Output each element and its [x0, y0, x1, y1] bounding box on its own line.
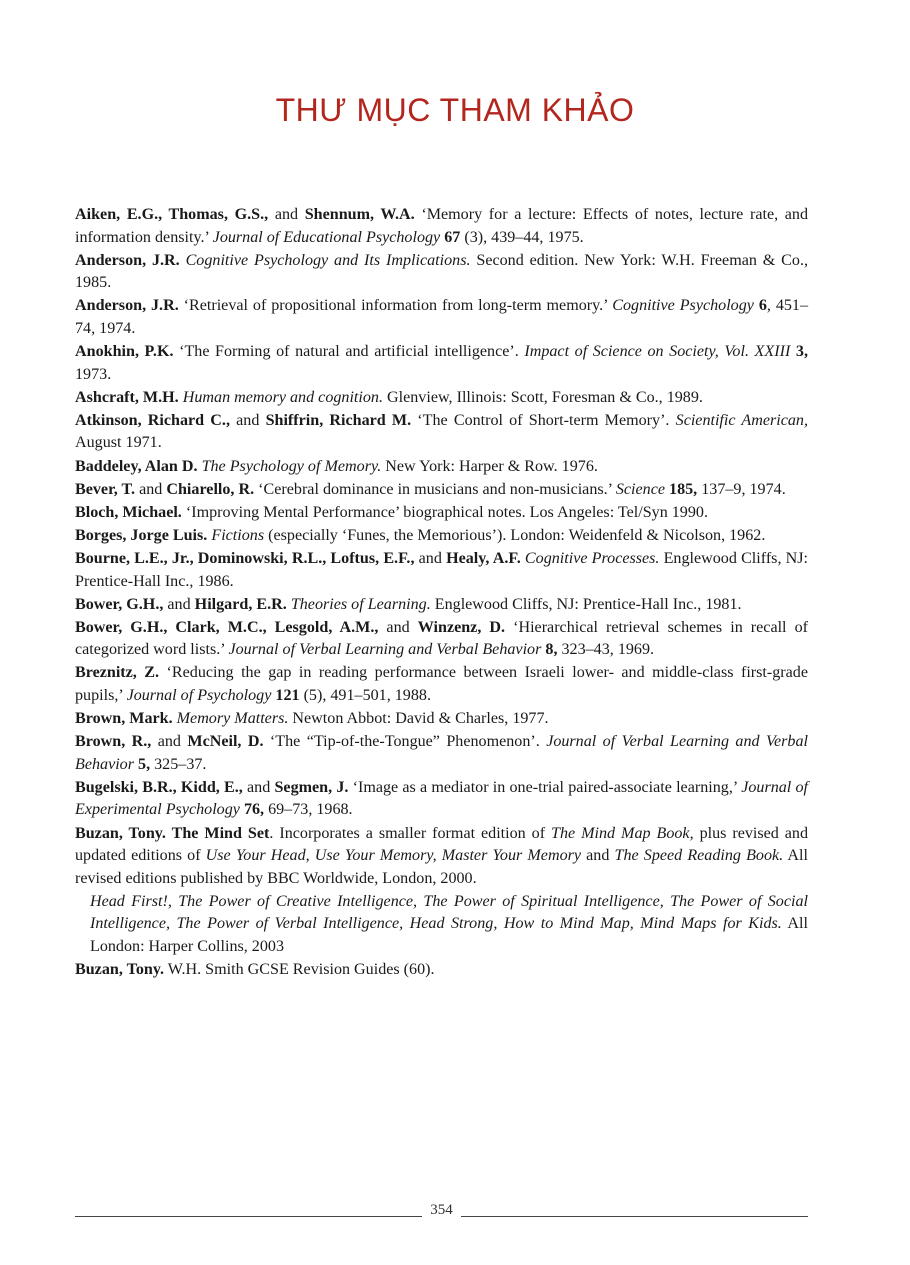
reference-author: 5, [138, 755, 151, 773]
reference-author: Buzan, Tony. [75, 961, 165, 979]
reference-author: Bower, G.H., Clark, M.C., Lesgold, A.M., [75, 618, 379, 636]
reference-text: (especially ‘Funes, the Memorious’). London: Weidenfeld & Nicolson, 1962. [264, 526, 766, 544]
reference-text: Englewood Cliffs, NJ: Prentice-Hall Inc., 1981. [430, 595, 742, 613]
reference-text: 69–73, 1968. [264, 801, 353, 819]
reference-entry [75, 479, 808, 502]
reference-text: and [163, 595, 195, 613]
reference-title: Memory Matters. [176, 710, 289, 728]
reference-title: Journal of Psychology [126, 686, 272, 704]
reference-author: 3, [795, 343, 808, 361]
reference-author: Anderson, J.R. [75, 251, 180, 269]
reference-text: ‘Memory for a lecture: Effects of notes, lecture rate, and information density.’ [75, 206, 809, 246]
reference-text: (3), 439–44, 1975. [460, 228, 584, 246]
reference-text: 325–37. [150, 755, 207, 773]
reference-title: Scientific American, [675, 411, 808, 429]
reference-author: Aiken, E.G., Thomas, G.S., [75, 206, 269, 223]
reference-entry [75, 823, 808, 891]
reference-entry [75, 341, 808, 386]
reference-list [75, 204, 808, 982]
reference-author: Buzan, Tony. The Mind Set [75, 824, 270, 842]
reference-author: 6 [758, 297, 767, 315]
reference-text: ‘Hierarchical retrieval schemes in recall of categorized word lists.’ [75, 618, 808, 659]
reference-text: (5), 491–501, 1988. [299, 686, 431, 704]
reference-text: August 1971. [75, 434, 162, 452]
reference-author: Hilgard, E.R. [194, 595, 287, 613]
reference-title: Human memory and cognition. [182, 388, 383, 406]
reference-title: Impact of Science on Society, Vol. XXIII [524, 343, 791, 361]
reference-author: Bugelski, B.R., Kidd, E., [75, 778, 243, 796]
reference-entry [75, 708, 808, 731]
reference-text: ‘The Control of Short-term Memory’. [411, 411, 676, 429]
reference-text: and [242, 778, 275, 796]
reference-text: All revised editions published by BBC Worldwide, London, 2000. [75, 847, 808, 887]
reference-entry [75, 731, 808, 776]
reference-title: Cognitive Psychology and Its Implications. [185, 251, 471, 269]
reference-entry [75, 594, 808, 617]
reference-text: and [268, 206, 305, 223]
reference-title: Science [615, 480, 665, 498]
reference-title: Head First!, The Power of Creative Intelligence, The Power of Spiritual Intelligence, The Power of Social Intelligence, The Power of Verbal Intelligence, Head Strong, How to Mind Map, Mind Maps for Kids. [90, 892, 808, 933]
reference-title: Journal of Educational Psychology [212, 228, 441, 246]
reference-text: plus revised and updated editions of [75, 824, 809, 865]
reference-title: Theories of Learning. [290, 595, 431, 613]
reference-text: 1973. [75, 365, 112, 383]
reference-text: ‘Improving Mental Performance’ biographical notes. Los Angeles: Tel/Syn 1990. [181, 503, 708, 521]
reference-text: and [135, 480, 167, 498]
reference-text: ‘The “Tip-of-the-Tongue” Phenomenon’. [263, 733, 547, 751]
reference-author: McNeil, D. [187, 733, 264, 751]
reference-title: Cognitive Psychology [612, 297, 754, 315]
page-number: 354 [430, 1202, 453, 1218]
reference-author: Ashcraft, M.H. [75, 388, 179, 406]
reference-author: Bloch, Michael. [75, 503, 182, 521]
reference-entry [75, 617, 808, 662]
reference-author: Bever, T. [75, 480, 136, 498]
reference-entry [75, 387, 808, 410]
reference-author: Atkinson, Richard C., [75, 411, 230, 429]
reference-entry [75, 502, 808, 525]
reference-author: 76, [243, 801, 265, 819]
reference-text: ‘Cerebral dominance in musicians and non-musicians.’ [254, 480, 616, 498]
reference-title: Journal of Verbal Learning and Verbal Behavior [228, 641, 542, 659]
reference-text: ‘Retrieval of propositional information from long-term memory.’ [178, 297, 613, 315]
page-footer [75, 1202, 808, 1224]
reference-title: The Psychology of Memory. [201, 457, 382, 475]
reference-author: 67 [444, 228, 461, 246]
reference-author: Breznitz, Z. [75, 664, 160, 682]
reference-title: Journal of Verbal Learning and Verbal Behavior [75, 733, 808, 773]
reference-text: ‘Image as a mediator in one-trial paired-associate learning,’ [348, 778, 742, 796]
reference-author: Brown, R., [75, 733, 152, 751]
reference-author: Anderson, J.R. [75, 297, 179, 315]
reference-entry [75, 548, 808, 593]
reference-text: New York: Harper & Row. 1976. [381, 457, 598, 475]
reference-text: W.H. Smith GCSE Revision Guides (60). [164, 961, 435, 979]
reference-author: Bower, G.H., [75, 595, 164, 613]
reference-title: The Speed Reading Book. [614, 847, 784, 865]
reference-author: Healy, A.F. [446, 549, 521, 567]
reference-entry [75, 456, 808, 479]
reference-text: Englewood Cliffs, NJ: Prentice-Hall Inc., 1986. [75, 549, 808, 590]
reference-author: Anokhin, P.K. [75, 343, 174, 361]
reference-entry [75, 777, 808, 822]
reference-text: , 451–74, 1974. [75, 297, 808, 337]
reference-author: Chiarello, R. [166, 480, 255, 498]
reference-entry [75, 204, 808, 249]
page-title: THƯ MỤC THAM KHẢO [275, 92, 635, 128]
reference-entry [75, 525, 808, 548]
reference-author: Shennum, W.A. [304, 206, 415, 223]
reference-title: Fictions [211, 526, 265, 544]
reference-text: and [151, 733, 188, 751]
footer-rule-left [75, 1216, 422, 1217]
reference-text: ‘The Forming of natural and artificial intelligence’. [173, 343, 525, 361]
reference-entry [75, 662, 808, 707]
reference-author: 8, [545, 641, 558, 659]
reference-author: 121 [275, 686, 300, 704]
reference-text: 323–43, 1969. [557, 641, 655, 659]
reference-author: Baddeley, Alan D. [75, 457, 198, 475]
reference-entry [75, 295, 808, 340]
reference-author: Brown, Mark. [75, 710, 173, 728]
reference-entry [75, 959, 808, 982]
reference-title: Journal of Experimental Psychology [75, 778, 809, 819]
reference-entry [75, 891, 808, 959]
reference-title: The Mind Map Book, [551, 824, 694, 842]
reference-text: ‘Reducing the gap in reading performance between Israeli lower- and middle-class first-grade pupils,’ [75, 664, 808, 704]
reference-entry [75, 410, 808, 455]
reference-author: Winzenz, D. [417, 618, 506, 636]
reference-title: Use Your Head, Use Your Memory, Master Your Memory [205, 847, 582, 865]
reference-text: and [414, 549, 447, 567]
reference-author: Segmen, J. [274, 778, 349, 796]
reference-text: 137–9, 1974. [697, 480, 786, 498]
reference-text: and [229, 411, 266, 429]
reference-text: All London: Harper Collins, 2003 [90, 915, 808, 955]
reference-entry [75, 250, 808, 295]
reference-author: 185, [669, 480, 698, 498]
reference-text: Second edition. New York: W.H. Freeman & Co., 1985. [75, 251, 808, 292]
reference-text: Glenview, Illinois: Scott, Foresman & Co., 1989. [383, 388, 703, 406]
reference-text: . Incorporates a smaller format edition of [269, 824, 552, 842]
reference-author: Bourne, L.E., Jr., Dominowski, R.L., Loftus, E.F., [75, 549, 415, 567]
footer-rule-right [461, 1216, 808, 1217]
reference-title: Cognitive Processes. [524, 549, 660, 567]
reference-text: and [581, 847, 615, 865]
reference-author: Borges, Jorge Luis. [75, 526, 208, 544]
reference-author: Shiffrin, Richard M. [265, 411, 412, 429]
reference-text: and [378, 618, 418, 636]
reference-text: Newton Abbot: David & Charles, 1977. [288, 710, 549, 728]
